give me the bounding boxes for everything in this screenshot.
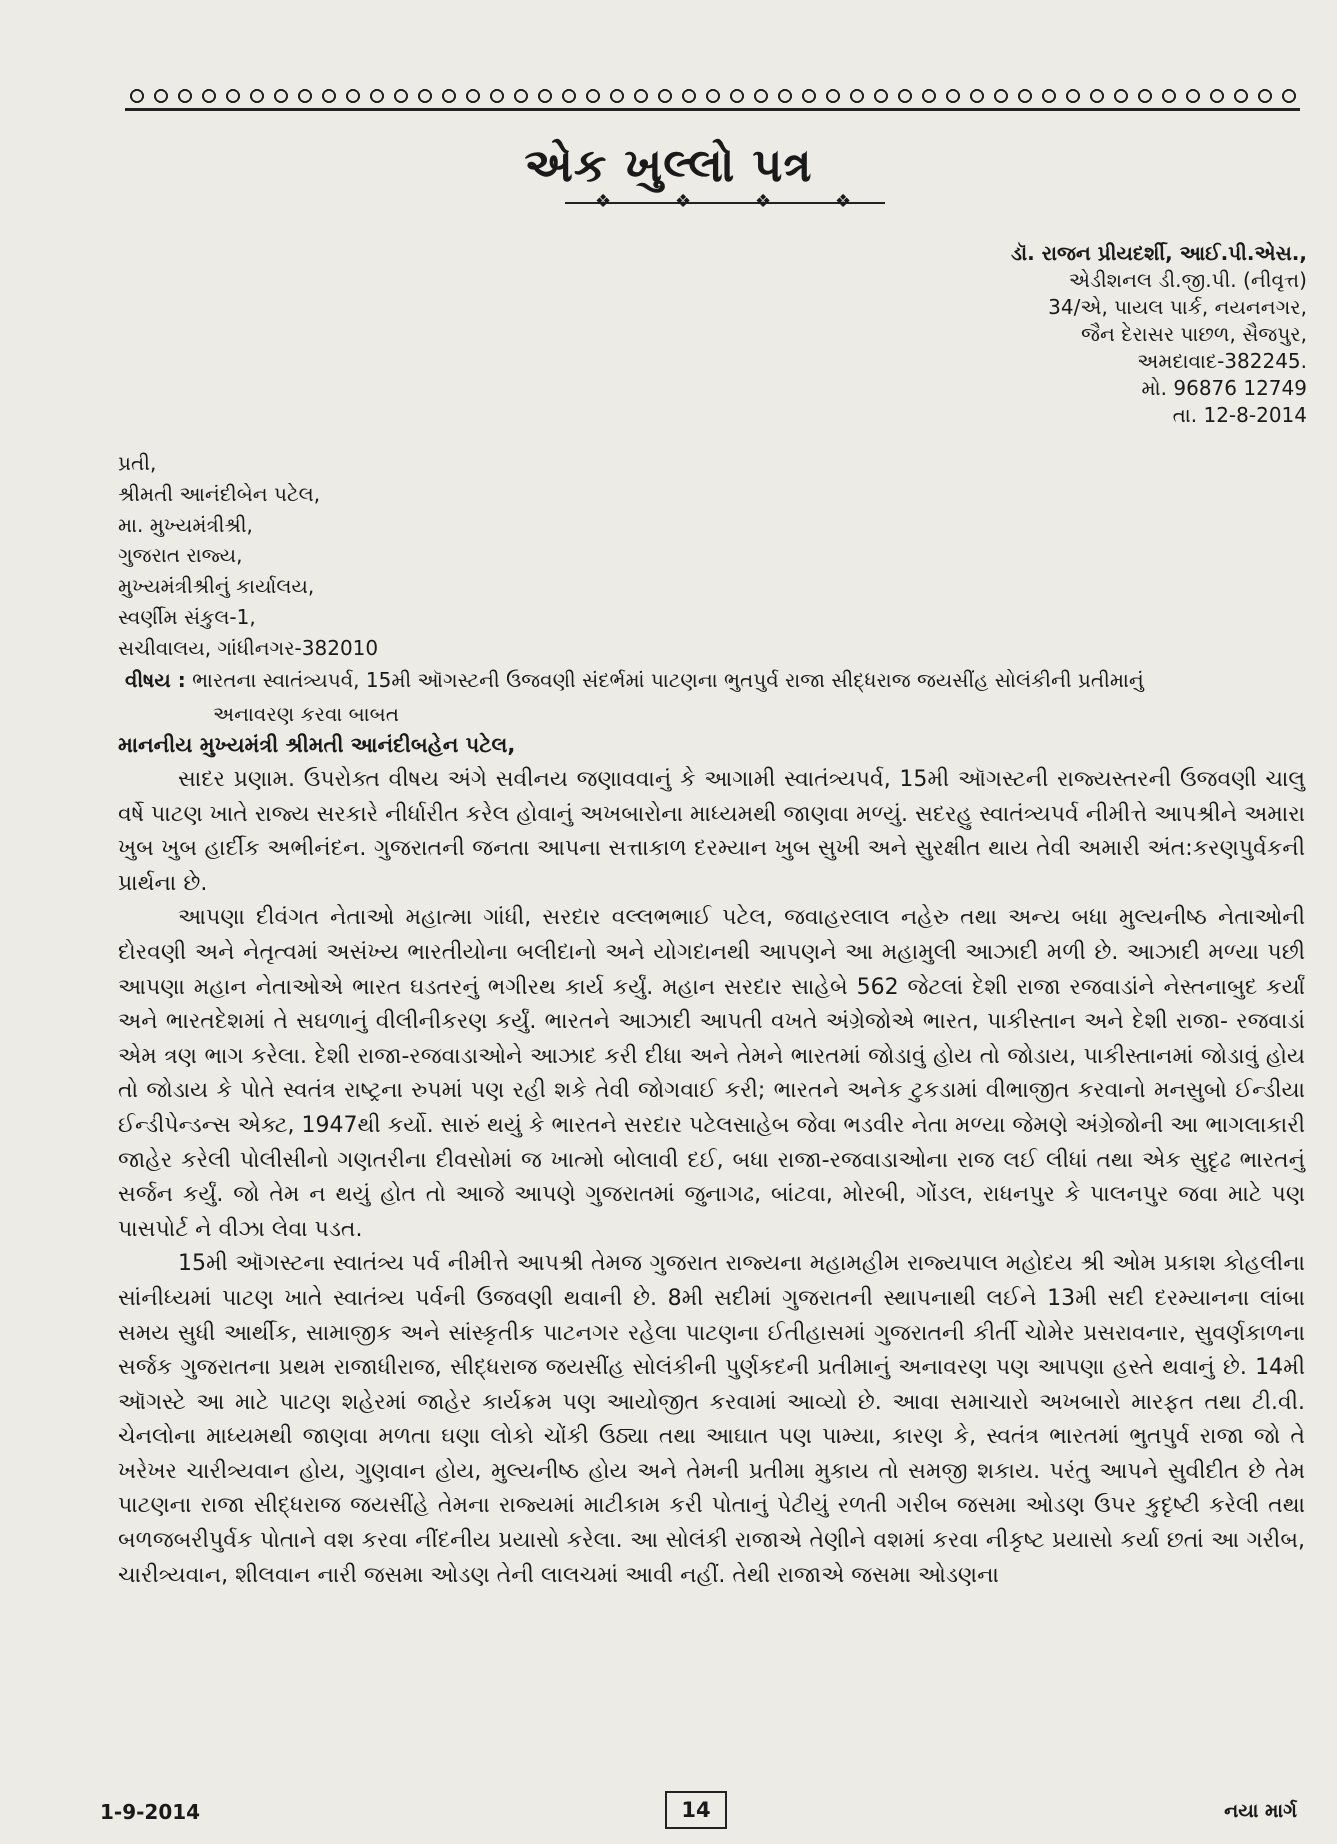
- subject-text-line2: અનાવરણ કરવા બાબત: [213, 702, 399, 726]
- subject-text-line1: ભારતના સ્વાતંત્ર્યપર્વ, 15મી ઑગસ્ટની ઉજવણી સંદર્ભમાં પાટણના ભુતપુર્વ રાજા સીદ્ધરાજ જયસીંહ સોલંકીની પ્રતીમાનું: [192, 668, 1144, 692]
- letter-date: તા. 12-8-2014: [1172, 403, 1307, 427]
- recipient-line: પ્રતી,: [118, 451, 157, 475]
- subject-label: વીષય :: [125, 668, 186, 692]
- body-paragraph: સાદર પ્રણામ. ઉપરોક્ત વીષય અંગે સવીનય જણાવવાનું કે આગામી સ્વાતંત્ર્યપર્વ, 15મી ઑગસ્ટની રાજ્યસ્તરની ઉજવણી ચાલુ વર્ષે પાટણ ખાતે રાજ્ય સરકારે નીર્ધારીત કરેલ હોવાનું અખબારોના માધ્યમથી જાણવા મળ્યું. સદરહુ સ્વાતંત્ર્યપર્વ નીમીત્તે આપશ્રીને અમારા ખુબ ખુબ હાર્દીક અભીનંદન. ગુજરાતની જનતા આપના સત્તાકાળ દરમ્યાન ખુબ સુખી અને સુરક્ષીત થાય તેવી અમારી અંત:કરણપુર્વકની પ્રાર્થના છે.: [118, 767, 1305, 896]
- sender-name: ડૉ. રાજન પ્રીયદર્શી, આઈ.પી.એસ.,: [1011, 241, 1307, 265]
- footer-date: 1-9-2014: [100, 1800, 201, 1824]
- article-title: એક ખુલ્લો પત્ર: [524, 138, 813, 192]
- sender-address-line2: જૈન દેરાસર પાછળ, સૈજપુર,: [1081, 322, 1307, 346]
- title-ornament-divider: [565, 191, 885, 218]
- recipient-line: શ્રીમતી આનંદીબેન પટેલ,: [118, 481, 321, 506]
- recipient-line: સચીવાલય, ગાંધીનગર-382010: [118, 635, 379, 660]
- top-ornamental-border: [125, 84, 1300, 111]
- letter-body: [118, 763, 1305, 1593]
- salutation: માનનીય મુખ્યમંત્રી શ્રીમતી આનંદીબહેન પટેલ,: [118, 733, 516, 757]
- body-paragraph: 15મી ઑગસ્ટના સ્વાતંત્ર્ય પર્વ નીમીત્તે આપશ્રી તેમજ ગુજરાત રાજ્યના મહામહીમ રાજ્યપાલ મહોદય શ્રી ઓમ પ્રકાશ કોહલીના સાંનીધ્યમાં પાટણ ખાતે સ્વાતંત્ર્ય પર્વની ઉજવણી થવાની છે. 8મી સદીમાં ગુજરાતની સ્થાપનાથી લઈને 13મી સદી દરમ્યાનના લાંબા સમય સુધી આર્થીક, સામાજીક અને સાંસ્કૃતીક પાટનગર રહેલા પાટણના ઈતીહાસમાં ગુજરાતની કીર્તી ચોમેર પ્રસરાવનાર, સુવર્ણકાળના સર્જક ગુજરાતના પ્રથમ રાજાધીરાજ, સીદ્ધરાજ જયસીંહ સોલંકીની પુર્ણકદની પ્રતીમાનું અનાવરણ પણ આપણા હસ્તે થવાનું છે. 14મી ઑગસ્ટે આ માટે પાટણ શહેરમાં જાહેર કાર્યક્રમ પણ આયોજીત કરવામાં આવ્યો છે. આવા સમાચારો અખબારો મારફત તથા ટી.વી. ચેનલોના માધ્યમથી જાણવા મળતા ઘણા લોકો ચોંકી ઉઠ્યા તથા આઘાત પણ પામ્યા, કારણ કે, સ્વતંત્ર ભારતમાં ભુતપુર્વ રાજા જો તે ખરેખર ચારીત્ર્યવાન હોય, ગુણવાન હોય, મુલ્યનીષ્ઠ હોય અને તેમની પ્રતીમા મુકાય તો સમજી શકાય. પરંતુ આપને સુવીદીત છે તેમ પાટણના રાજા સીદ્ધરાજ જયસીંહે તેમના રાજ્યમાં માટીકામ કરી પોતાનું પેટીયું રળતી ગરીબ જસમા ઓડણ ઉપર કુદૃષ્ટી કરેલી તથા બળજબરીપુર્વક પોતાને વશ કરવા નીંદનીય પ્રયાસો કરેલા. આ સોલંકી રાજાએ તેણીને વશમાં કરવા નીકૃષ્ટ પ્રયાસો કર્યા છતાં આ ગરીબ, ચારીત્ર્યવાન, શીલવાન નારી જસમા ઓડણ તેની લાલચમાં આવી નહીં. તેથી રાજાએ જસમા ઓડણના: [118, 1251, 1305, 1588]
- recipient-line: મા. મુખ્યમંત્રીશ્રી,: [118, 512, 253, 537]
- recipient-block: [118, 448, 378, 664]
- page-number: 14: [665, 1791, 727, 1829]
- ornament-icon: ❖: [675, 191, 692, 212]
- sender-designation: એડીશનલ ડી.જી.પી. (નીવૃત્ત): [1068, 268, 1307, 292]
- subject-block: [125, 663, 1305, 731]
- recipient-line: સ્વર્ણીમ સંકુલ-1,: [118, 604, 256, 629]
- publication-name: નયા માર્ગ: [1224, 1800, 1297, 1822]
- ornament-icon: ❖: [755, 191, 772, 212]
- ornament-icon: ❖: [595, 191, 612, 212]
- ornament-icon: ❖: [835, 191, 852, 212]
- recipient-line: ગુજરાત રાજ્ય,: [118, 543, 243, 568]
- sender-block: [1011, 240, 1307, 429]
- body-paragraph: આપણા દીવંગત નેતાઓ મહાત્મા ગાંધી, સરદાર વલ્લભભાઈ પટેલ, જવાહરલાલ નહેરુ તથા અન્ય બધા મુલ્યનીષ્ઠ નેતાઓની દોરવણી અને નેતૃત્વમાં અસંખ્ય ભારતીયોના બલીદાનો અને યોગદાનથી આપણને આ મહામુલી આઝાદી મળી છે. આઝાદી મળ્યા પછી આપણા મહાન નેતાઓએ ભારત ઘડતરનું ભગીરથ કાર્ય કર્યું. મહાન સરદાર સાહેબે 562 જેટલાં દેશી રાજા રજવાડાંને નેસ્તનાબુદ કર્યાં અને ભારતદેશમાં તે સઘળાનું વીલીનીકરણ કર્યું. ભારતને આઝાદી આપતી વખતે અંગ્રેજોએ ભારત, પાકીસ્તાન અને દેશી રાજા- રજવાડાં એમ ત્રણ ભાગ કરેલા. દેશી રાજા-રજવાડાઓને આઝાદ કરી દીધા અને તેમને ભારતમાં જોડાવું હોય તો જોડાય, પાકીસ્તાનમાં જોડાવું હોય તો જોડાય કે પોતે સ્વતંત્ર રાષ્ટ્રના રુપમાં પણ રહી શકે તેવી જોગવાઈ કરી; ભારતને અનેક ટુકડામાં વીભાજીત કરવાનો મનસુબો ઈન્ડીયા ઈન્ડીપેન્ડન્સ એક્ટ, 1947થી કર્યો. સારું થયું કે ભારતને સરદાર પટેલસાહેબ જેવા ભડવીર નેતા મળ્યા જેમણે અંગ્રેજોની આ ભાગલાકારી જાહેર કરેલી પોલીસીનો ગણતરીના દીવસોમાં જ ખાત્મો બોલાવી દઈ, બધા રાજા-રજવાડાઓના રાજ લઈ લીધાં તથા એક સુદૃઢ ભારતનું સર્જન કર્યું. જો તેમ ન થયું હોત તો આજે આપણે ગુજરાતમાં જુનાગઢ, બાંટવા, મોરબી, ગોંડલ, રાધનપુર કે પાલનપુર જવા માટે પણ પાસપોર્ટ ને વીઝા લેવા પડત.: [118, 905, 1305, 1242]
- recipient-line: મુખ્યમંત્રીશ્રીનું કાર્યાલય,: [118, 574, 315, 599]
- sender-address-line1: 34/એ, પાયલ પાર્ક, નયનનગર,: [1048, 295, 1307, 319]
- sender-city: અમદાવાદ-382245.: [1137, 349, 1307, 373]
- sender-phone: મો. 96876 12749: [1141, 376, 1307, 400]
